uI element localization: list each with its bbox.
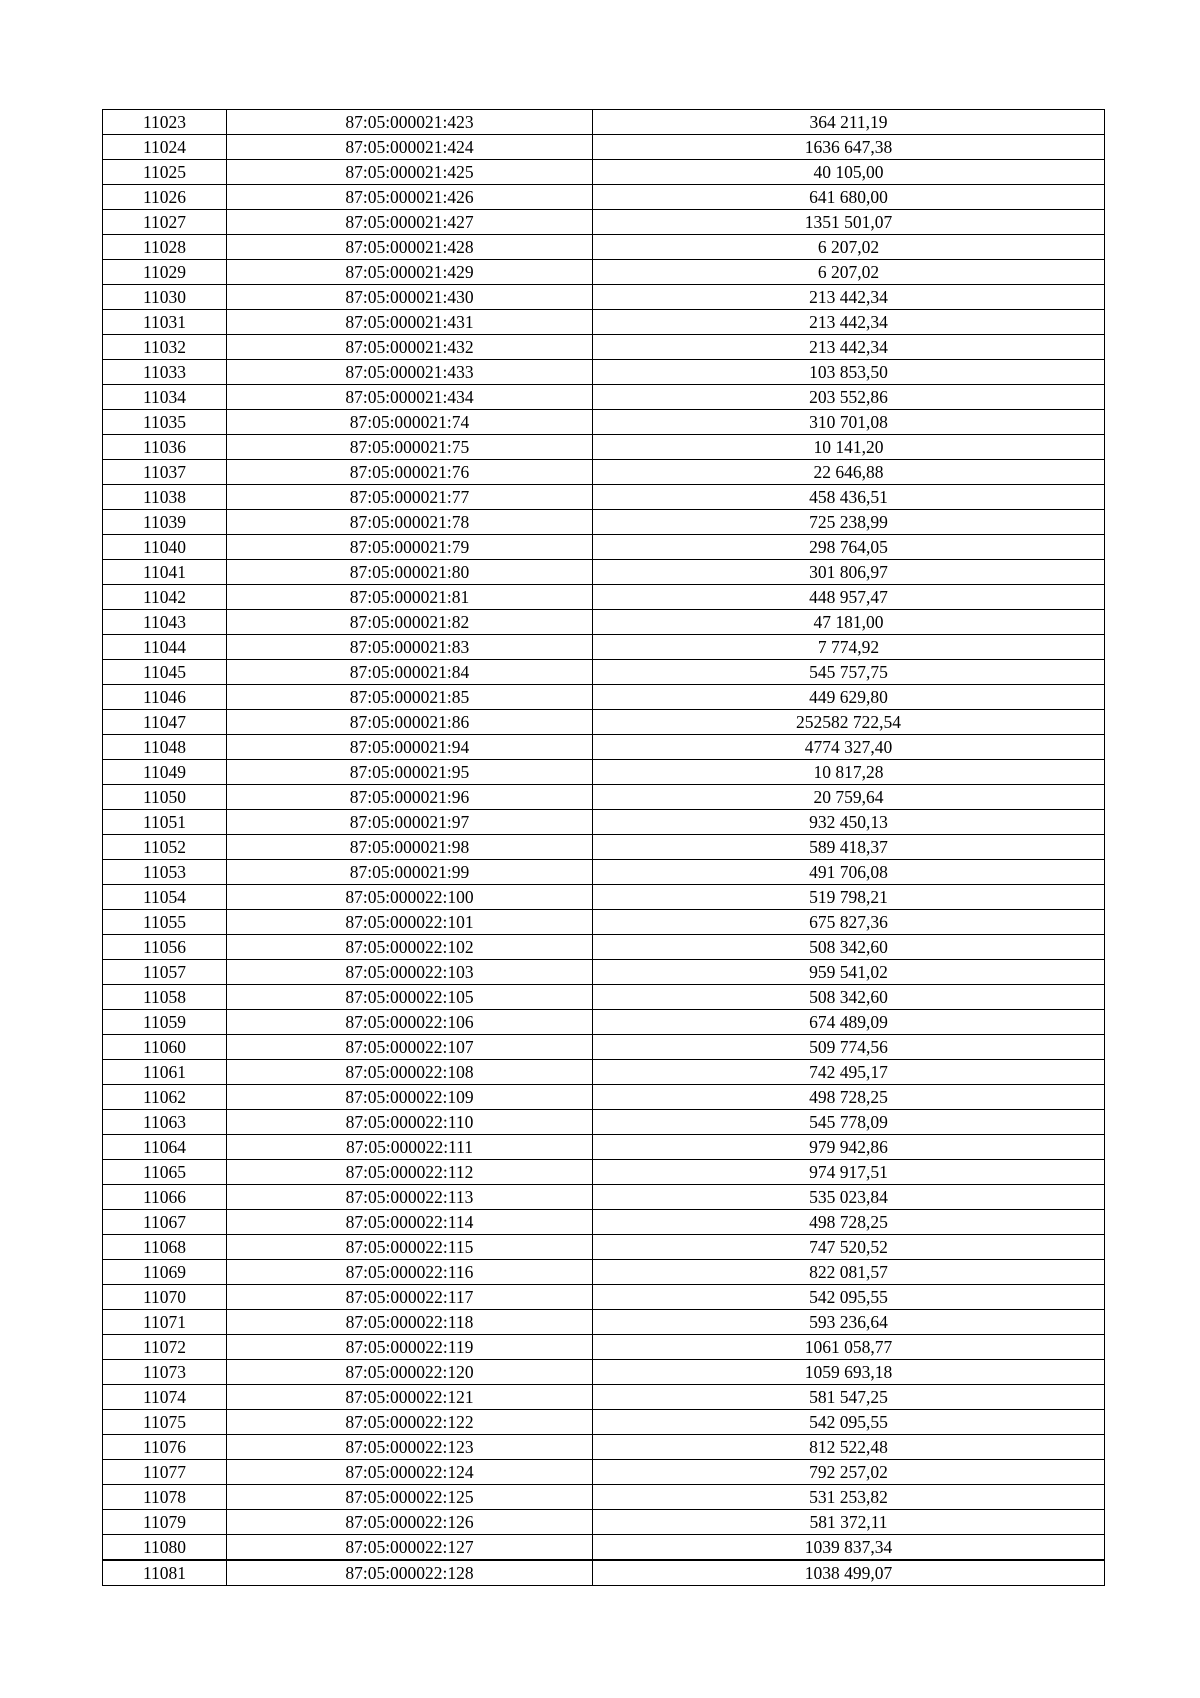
row-number-cell: 11026 (103, 185, 227, 210)
cadastral-number-cell: 87:05:000022:113 (227, 1185, 593, 1210)
cadastral-number-cell: 87:05:000022:114 (227, 1210, 593, 1235)
row-number-cell: 11074 (103, 1385, 227, 1410)
table-row (103, 1160, 1105, 1185)
cadastral-value-cell: 301 806,97 (593, 560, 1105, 585)
cadastral-value-cell: 1038 499,07 (593, 1560, 1105, 1586)
cadastral-value-cell: 4774 327,40 (593, 735, 1105, 760)
cadastral-number-cell: 87:05:000022:123 (227, 1435, 593, 1460)
cadastral-number-cell: 87:05:000022:118 (227, 1310, 593, 1335)
cadastral-number-cell: 87:05:000021:431 (227, 310, 593, 335)
cadastral-number-cell: 87:05:000021:99 (227, 860, 593, 885)
row-number-cell: 11051 (103, 810, 227, 835)
cadastral-number-cell: 87:05:000022:102 (227, 935, 593, 960)
row-number-cell: 11076 (103, 1435, 227, 1460)
cadastral-value-cell: 491 706,08 (593, 860, 1105, 885)
row-number-cell: 11030 (103, 285, 227, 310)
cadastral-value-cell: 1351 501,07 (593, 210, 1105, 235)
cadastral-value-cell: 589 418,37 (593, 835, 1105, 860)
cadastral-number-cell: 87:05:000021:428 (227, 235, 593, 260)
cadastral-value-cell: 298 764,05 (593, 535, 1105, 560)
cadastral-value-cell: 542 095,55 (593, 1410, 1105, 1435)
cadastral-value-cell: 519 798,21 (593, 885, 1105, 910)
row-number-cell: 11061 (103, 1060, 227, 1085)
table-row (103, 385, 1105, 410)
row-number-cell: 11027 (103, 210, 227, 235)
row-number-cell: 11049 (103, 760, 227, 785)
table-row (103, 285, 1105, 310)
cadastral-number-cell: 87:05:000022:121 (227, 1385, 593, 1410)
cadastral-value-cell: 674 489,09 (593, 1010, 1105, 1035)
cadastral-number-cell: 87:05:000021:82 (227, 610, 593, 635)
cadastral-number-cell: 87:05:000021:77 (227, 485, 593, 510)
table-row (103, 185, 1105, 210)
table-row (103, 460, 1105, 485)
cadastral-value-cell: 310 701,08 (593, 410, 1105, 435)
cadastral-number-cell: 87:05:000022:106 (227, 1010, 593, 1035)
cadastral-value-cell: 6 207,02 (593, 235, 1105, 260)
row-number-cell: 11062 (103, 1085, 227, 1110)
table-row (103, 935, 1105, 960)
cadastral-value-cell: 47 181,00 (593, 610, 1105, 635)
cadastral-number-cell: 87:05:000022:119 (227, 1335, 593, 1360)
row-number-cell: 11068 (103, 1235, 227, 1260)
cadastral-number-cell: 87:05:000021:432 (227, 335, 593, 360)
row-number-cell: 11057 (103, 960, 227, 985)
cadastral-number-cell: 87:05:000022:117 (227, 1285, 593, 1310)
cadastral-number-cell: 87:05:000022:100 (227, 885, 593, 910)
row-number-cell: 11046 (103, 685, 227, 710)
cadastral-number-cell: 87:05:000021:79 (227, 535, 593, 560)
cadastral-number-cell: 87:05:000021:96 (227, 785, 593, 810)
cadastral-number-cell: 87:05:000022:110 (227, 1110, 593, 1135)
cadastral-number-cell: 87:05:000022:125 (227, 1485, 593, 1510)
table-row (103, 535, 1105, 560)
cadastral-number-cell: 87:05:000021:81 (227, 585, 593, 610)
table-row (103, 160, 1105, 185)
row-number-cell: 11024 (103, 135, 227, 160)
cadastral-value-cell: 581 372,11 (593, 1510, 1105, 1535)
table-row (103, 885, 1105, 910)
table-row (103, 810, 1105, 835)
cadastral-number-cell: 87:05:000021:429 (227, 260, 593, 285)
row-number-cell: 11043 (103, 610, 227, 635)
cadastral-value-cell: 203 552,86 (593, 385, 1105, 410)
cadastral-value-cell: 22 646,88 (593, 460, 1105, 485)
cadastral-value-cell: 1061 058,77 (593, 1335, 1105, 1360)
row-number-cell: 11069 (103, 1260, 227, 1285)
cadastral-value-cell: 581 547,25 (593, 1385, 1105, 1410)
row-number-cell: 11025 (103, 160, 227, 185)
cadastral-value-cell: 641 680,00 (593, 185, 1105, 210)
cadastral-value-cell: 252582 722,54 (593, 710, 1105, 735)
cadastral-number-cell: 87:05:000021:94 (227, 735, 593, 760)
table-row (103, 1010, 1105, 1035)
cadastral-value-cell: 812 522,48 (593, 1435, 1105, 1460)
row-number-cell: 11032 (103, 335, 227, 360)
row-number-cell: 11073 (103, 1360, 227, 1385)
table-row (103, 785, 1105, 810)
table-row (103, 1360, 1105, 1385)
table-row (103, 760, 1105, 785)
cadastral-value-cell: 213 442,34 (593, 285, 1105, 310)
cadastral-value-cell: 979 942,86 (593, 1135, 1105, 1160)
cadastral-number-cell: 87:05:000022:120 (227, 1360, 593, 1385)
cadastral-number-cell: 87:05:000022:126 (227, 1510, 593, 1535)
table-row (103, 660, 1105, 685)
cadastral-number-cell: 87:05:000021:430 (227, 285, 593, 310)
row-number-cell: 11075 (103, 1410, 227, 1435)
row-number-cell: 11031 (103, 310, 227, 335)
row-number-cell: 11067 (103, 1210, 227, 1235)
row-number-cell: 11029 (103, 260, 227, 285)
cadastral-number-cell: 87:05:000022:101 (227, 910, 593, 935)
row-number-cell: 11047 (103, 710, 227, 735)
row-number-cell: 11034 (103, 385, 227, 410)
table-row (103, 510, 1105, 535)
cadastral-number-cell: 87:05:000022:127 (227, 1535, 593, 1561)
row-number-cell: 11071 (103, 1310, 227, 1335)
cadastral-value-cell: 792 257,02 (593, 1460, 1105, 1485)
cadastral-number-cell: 87:05:000022:116 (227, 1260, 593, 1285)
table-row (103, 110, 1105, 135)
cadastral-value-cell: 932 450,13 (593, 810, 1105, 835)
cadastral-value-cell: 364 211,19 (593, 110, 1105, 135)
table-row (103, 1560, 1105, 1586)
table-row (103, 1510, 1105, 1535)
cadastral-number-cell: 87:05:000021:433 (227, 360, 593, 385)
table-row (103, 1285, 1105, 1310)
row-number-cell: 11033 (103, 360, 227, 385)
row-number-cell: 11028 (103, 235, 227, 260)
cadastral-value-cell: 10 141,20 (593, 435, 1105, 460)
table-row (103, 735, 1105, 760)
row-number-cell: 11041 (103, 560, 227, 585)
cadastral-number-cell: 87:05:000022:111 (227, 1135, 593, 1160)
table-row (103, 1085, 1105, 1110)
row-number-cell: 11066 (103, 1185, 227, 1210)
row-number-cell: 11052 (103, 835, 227, 860)
table-row (103, 910, 1105, 935)
table-row (103, 1260, 1105, 1285)
table-row (103, 1310, 1105, 1335)
table-row (103, 1035, 1105, 1060)
table-row (103, 560, 1105, 585)
table-row (103, 585, 1105, 610)
cadastral-value-cell: 449 629,80 (593, 685, 1105, 710)
cadastral-number-cell: 87:05:000022:128 (227, 1560, 593, 1586)
cadastral-number-cell: 87:05:000021:425 (227, 160, 593, 185)
cadastral-value-cell: 1039 837,34 (593, 1535, 1105, 1561)
cadastral-number-cell: 87:05:000022:109 (227, 1085, 593, 1110)
table-row (103, 1210, 1105, 1235)
cadastral-number-cell: 87:05:000021:95 (227, 760, 593, 785)
row-number-cell: 11045 (103, 660, 227, 685)
cadastral-value-cell: 974 917,51 (593, 1160, 1105, 1185)
cadastral-number-cell: 87:05:000022:112 (227, 1160, 593, 1185)
cadastral-number-cell: 87:05:000022:105 (227, 985, 593, 1010)
cadastral-value-cell: 545 778,09 (593, 1110, 1105, 1135)
cadastral-value-cell: 747 520,52 (593, 1235, 1105, 1260)
row-number-cell: 11055 (103, 910, 227, 935)
cadastral-value-cell: 535 023,84 (593, 1185, 1105, 1210)
table-row (103, 1335, 1105, 1360)
cadastral-number-cell: 87:05:000022:122 (227, 1410, 593, 1435)
cadastral-number-cell: 87:05:000021:78 (227, 510, 593, 535)
row-number-cell: 11039 (103, 510, 227, 535)
row-number-cell: 11058 (103, 985, 227, 1010)
table-row (103, 960, 1105, 985)
table-row (103, 1385, 1105, 1410)
table-row (103, 485, 1105, 510)
row-number-cell: 11070 (103, 1285, 227, 1310)
row-number-cell: 11059 (103, 1010, 227, 1035)
cadastral-number-cell: 87:05:000021:424 (227, 135, 593, 160)
row-number-cell: 11038 (103, 485, 227, 510)
row-number-cell: 11081 (103, 1560, 227, 1586)
cadastral-number-cell: 87:05:000021:85 (227, 685, 593, 710)
cadastral-value-cell: 1636 647,38 (593, 135, 1105, 160)
row-number-cell: 11037 (103, 460, 227, 485)
row-number-cell: 11080 (103, 1535, 227, 1561)
cadastral-number-cell: 87:05:000021:434 (227, 385, 593, 410)
table-row (103, 1435, 1105, 1460)
table-body (103, 110, 1105, 1586)
cadastral-value-cell: 213 442,34 (593, 335, 1105, 360)
cadastral-value-cell: 545 757,75 (593, 660, 1105, 685)
cadastral-number-cell: 87:05:000021:426 (227, 185, 593, 210)
table-row (103, 1060, 1105, 1085)
row-number-cell: 11023 (103, 110, 227, 135)
table-row (103, 1185, 1105, 1210)
table-row (103, 610, 1105, 635)
cadastral-value-table (102, 109, 1105, 1586)
table-row (103, 1110, 1105, 1135)
cadastral-number-cell: 87:05:000022:108 (227, 1060, 593, 1085)
cadastral-value-cell: 542 095,55 (593, 1285, 1105, 1310)
cadastral-value-cell: 509 774,56 (593, 1035, 1105, 1060)
table-row (103, 210, 1105, 235)
row-number-cell: 11044 (103, 635, 227, 660)
cadastral-number-cell: 87:05:000021:423 (227, 110, 593, 135)
cadastral-value-cell: 10 817,28 (593, 760, 1105, 785)
table-row (103, 435, 1105, 460)
cadastral-value-cell: 498 728,25 (593, 1210, 1105, 1235)
cadastral-value-cell: 40 105,00 (593, 160, 1105, 185)
table-row (103, 260, 1105, 285)
row-number-cell: 11065 (103, 1160, 227, 1185)
cadastral-value-cell: 1059 693,18 (593, 1360, 1105, 1385)
cadastral-number-cell: 87:05:000021:427 (227, 210, 593, 235)
cadastral-value-cell: 822 081,57 (593, 1260, 1105, 1285)
cadastral-value-cell: 959 541,02 (593, 960, 1105, 985)
table-row (103, 335, 1105, 360)
row-number-cell: 11050 (103, 785, 227, 810)
cadastral-number-cell: 87:05:000021:76 (227, 460, 593, 485)
cadastral-number-cell: 87:05:000021:83 (227, 635, 593, 660)
cadastral-number-cell: 87:05:000022:107 (227, 1035, 593, 1060)
cadastral-value-cell: 508 342,60 (593, 985, 1105, 1010)
cadastral-value-cell: 742 495,17 (593, 1060, 1105, 1085)
cadastral-value-cell: 458 436,51 (593, 485, 1105, 510)
cadastral-value-cell: 448 957,47 (593, 585, 1105, 610)
cadastral-value-cell: 498 728,25 (593, 1085, 1105, 1110)
table-row (103, 685, 1105, 710)
cadastral-number-cell: 87:05:000021:75 (227, 435, 593, 460)
row-number-cell: 11063 (103, 1110, 227, 1135)
table-row (103, 360, 1105, 385)
table-row (103, 835, 1105, 860)
row-number-cell: 11036 (103, 435, 227, 460)
cadastral-number-cell: 87:05:000021:86 (227, 710, 593, 735)
table-row (103, 410, 1105, 435)
row-number-cell: 11053 (103, 860, 227, 885)
row-number-cell: 11064 (103, 1135, 227, 1160)
row-number-cell: 11048 (103, 735, 227, 760)
row-number-cell: 11054 (103, 885, 227, 910)
row-number-cell: 11056 (103, 935, 227, 960)
row-number-cell: 11060 (103, 1035, 227, 1060)
table-row (103, 710, 1105, 735)
cadastral-value-cell: 508 342,60 (593, 935, 1105, 960)
cadastral-number-cell: 87:05:000021:98 (227, 835, 593, 860)
row-number-cell: 11035 (103, 410, 227, 435)
row-number-cell: 11040 (103, 535, 227, 560)
cadastral-value-cell: 531 253,82 (593, 1485, 1105, 1510)
cadastral-value-cell: 213 442,34 (593, 310, 1105, 335)
table-row (103, 985, 1105, 1010)
cadastral-number-cell: 87:05:000021:97 (227, 810, 593, 835)
cadastral-number-cell: 87:05:000022:115 (227, 1235, 593, 1260)
cadastral-value-cell: 103 853,50 (593, 360, 1105, 385)
cadastral-number-cell: 87:05:000021:84 (227, 660, 593, 685)
cadastral-number-cell: 87:05:000022:124 (227, 1460, 593, 1485)
table-row (103, 1410, 1105, 1435)
table-row (103, 1460, 1105, 1485)
cadastral-number-cell: 87:05:000021:80 (227, 560, 593, 585)
table-row (103, 1535, 1105, 1561)
cadastral-value-cell: 6 207,02 (593, 260, 1105, 285)
table-row (103, 135, 1105, 160)
table-row (103, 1135, 1105, 1160)
table-row (103, 235, 1105, 260)
cadastral-number-cell: 87:05:000021:74 (227, 410, 593, 435)
cadastral-value-cell: 675 827,36 (593, 910, 1105, 935)
table-row (103, 1235, 1105, 1260)
row-number-cell: 11042 (103, 585, 227, 610)
row-number-cell: 11079 (103, 1510, 227, 1535)
table-row (103, 1485, 1105, 1510)
cadastral-value-cell: 593 236,64 (593, 1310, 1105, 1335)
cadastral-value-cell: 725 238,99 (593, 510, 1105, 535)
table-row (103, 860, 1105, 885)
cadastral-number-cell: 87:05:000022:103 (227, 960, 593, 985)
table-row (103, 310, 1105, 335)
row-number-cell: 11077 (103, 1460, 227, 1485)
row-number-cell: 11078 (103, 1485, 227, 1510)
table-row (103, 635, 1105, 660)
cadastral-value-cell: 20 759,64 (593, 785, 1105, 810)
cadastral-value-cell: 7 774,92 (593, 635, 1105, 660)
row-number-cell: 11072 (103, 1335, 227, 1360)
